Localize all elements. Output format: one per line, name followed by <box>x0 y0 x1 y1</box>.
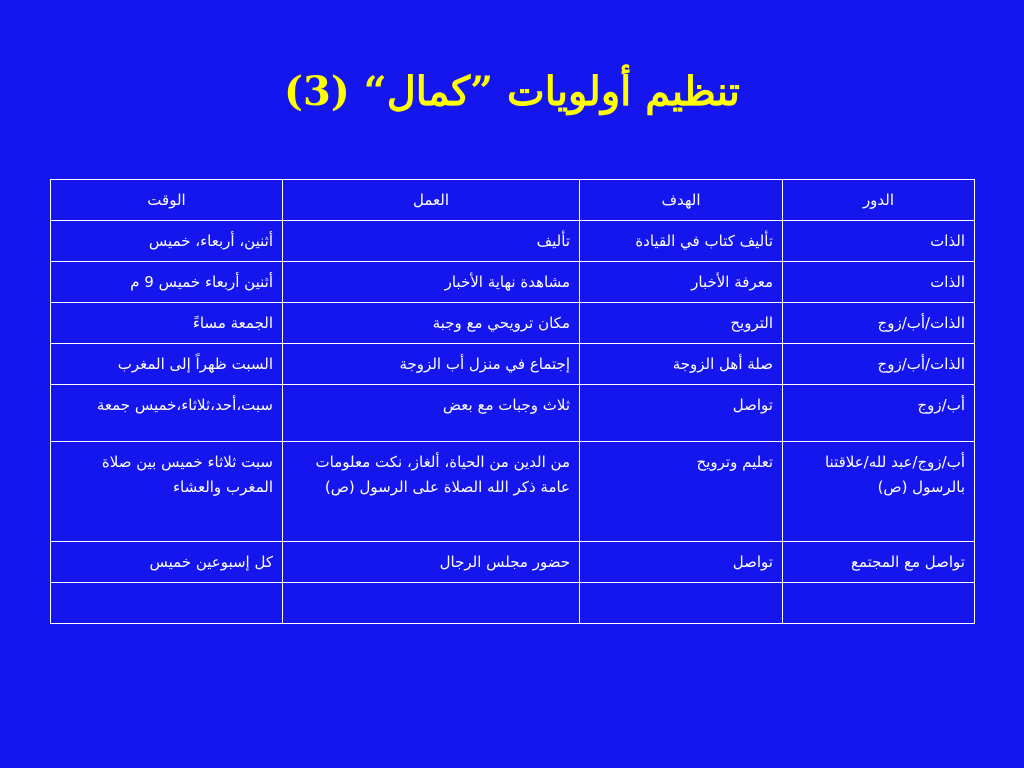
cell-goal: تواصل <box>580 542 783 583</box>
cell-work: مشاهدة نهاية الأخبار <box>283 262 580 303</box>
cell-goal: تعليم وترويح <box>580 442 783 542</box>
cell-work: تأليف <box>283 221 580 262</box>
cell-time: سبت ثلاثاء خميس بين صلاة المغرب والعشاء <box>51 442 283 542</box>
cell-work: من الدين من الحياة، ألغاز، نكت معلومات عامة ذكر الله الصلاة على الرسول (ص) <box>283 442 580 542</box>
cell-role: الذات/أب/زوج <box>783 303 975 344</box>
header-time: الوقت <box>51 180 283 221</box>
header-goal: الهدف <box>580 180 783 221</box>
cell-goal: تأليف كتاب في القيادة <box>580 221 783 262</box>
cell-goal: الترويح <box>580 303 783 344</box>
cell-role: الذات <box>783 262 975 303</box>
cell-work <box>283 583 580 624</box>
cell-work: مكان ترويحي مع وجبة <box>283 303 580 344</box>
header-role: الدور <box>783 180 975 221</box>
cell-goal <box>580 583 783 624</box>
cell-role: الذات/أب/زوج <box>783 344 975 385</box>
cell-goal: تواصل <box>580 385 783 442</box>
cell-role: الذات <box>783 221 975 262</box>
cell-time: سبت،أحد،ثلاثاء،خميس جمعة <box>51 385 283 442</box>
cell-role <box>783 583 975 624</box>
cell-role: أب/زوج <box>783 385 975 442</box>
table-row-empty <box>51 583 975 624</box>
priorities-table <box>50 179 975 624</box>
cell-time: كل إسبوعين خميس <box>51 542 283 583</box>
table-row <box>51 542 975 583</box>
cell-work: حضور مجلس الرجال <box>283 542 580 583</box>
table-row <box>51 262 975 303</box>
header-work: العمل <box>283 180 580 221</box>
slide-title: تنظيم أولويات ”كمال“ (3) <box>284 68 740 115</box>
cell-work: ثلاث وجبات مع بعض <box>283 385 580 442</box>
table-row <box>51 344 975 385</box>
cell-role: أب/زوج/عبد لله/علاقتنا بالرسول (ص) <box>783 442 975 542</box>
cell-time <box>51 583 283 624</box>
table-row <box>51 385 975 442</box>
table-row <box>51 221 975 262</box>
cell-goal: معرفة الأخبار <box>580 262 783 303</box>
table-header-row <box>51 180 975 221</box>
cell-goal: صلة أهل الزوجة <box>580 344 783 385</box>
cell-time: السبت ظهراً إلى المغرب <box>51 344 283 385</box>
cell-time: أثنين، أربعاء، خميس <box>51 221 283 262</box>
cell-time: الجمعة مساءً <box>51 303 283 344</box>
cell-role: تواصل مع المجتمع <box>783 542 975 583</box>
cell-work: إجتماع في منزل أب الزوجة <box>283 344 580 385</box>
table-row <box>51 442 975 542</box>
cell-time: أثنين أربعاء خميس 9 م <box>51 262 283 303</box>
table-row <box>51 303 975 344</box>
